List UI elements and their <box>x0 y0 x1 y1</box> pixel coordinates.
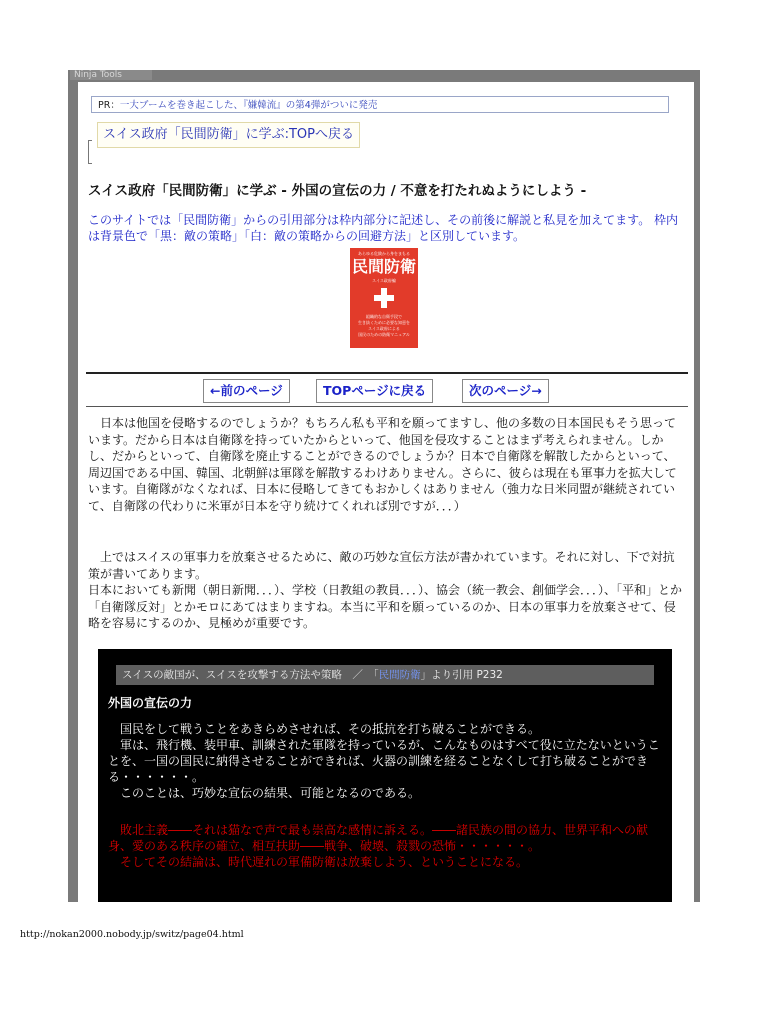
pr-banner[interactable] <box>91 96 669 113</box>
commentary-paragraph-1: 日本は他国を侵略するのでしょうか？もちろん私も平和を願ってますし、他の多数の日本国民もそう思っています。だから日本は自衛隊を持っていたからといって、他国を侵攻することはまず考えられません。しかし、だからといって、自衛隊を廃止することができるのでしょうか？日本で自衛隊を解散したからといって、周辺国である中国、韓国、北朝鮮は軍隊を解散するわけありません。さらに、彼らは現在も軍事力を拡大しています。自衛隊がなくなれば、日本に侵略してきてもおかしくはありません（強力な日米同盟が継続されていて、自衛隊の代わりに米軍が日本を守り続けてくれれば別ですが．．．） <box>88 416 677 513</box>
book-cover-line: スイス政府による <box>368 326 400 331</box>
quote-header-post: 」より引用 P232 <box>420 669 503 681</box>
commentary-paragraph-2: 上ではスイスの軍事力を放棄させるために、敵の巧妙な宣伝方法が書かれています。それに対し、下で対抗策が書いてあります。 日本においても新聞（朝日新聞．．．）、学校（日教組の教員．．．）、協会（統一教会、創価学会．．．）、「平和」とか「自衛隊反対」とかモロにあてはまりますね。本当に平和を願っているのか、日本の軍事力を放棄させて、侵略を容易にするのか、見極めが重要です。 <box>88 550 683 630</box>
top-page-button[interactable]: TOPページに戻る <box>316 379 433 403</box>
divider-bottom <box>86 406 688 407</box>
page-content <box>78 82 694 902</box>
quote-block <box>98 649 672 902</box>
intro-text: このサイトでは「民間防衛」からの引用部分は枠内部分に記述し、その前後に解説と私見を加えてます。 枠内は背景色で「黒：敵の策略」「白：敵の策略からの回避方法」と区別しています。 <box>88 213 679 243</box>
ninja-tools-tab[interactable]: Ninja Tools <box>70 70 152 80</box>
quote-header <box>116 665 654 685</box>
quote-header-pre: スイスの敵国が、スイスを攻撃する方法や策略 ／ 「 <box>122 669 379 681</box>
book-cover-line: 組織的な自衛手段で <box>366 314 402 319</box>
book-cover-line: 国民のための防衛マニュアル <box>358 332 410 337</box>
book-cover-line: 生き抜くために必要な知恵を <box>358 320 410 325</box>
page-title: スイス政府「民間防衛」に学ぶ - 外国の宣伝の力 / 不意を打たれぬようにしよう - <box>88 183 587 199</box>
book-top-text: あらゆる危険から身をまもる <box>358 251 410 256</box>
bracket-divider <box>88 140 92 164</box>
book-title: 民間防衛 <box>351 257 416 276</box>
pr-prefix: PR： <box>98 100 120 111</box>
pr-link[interactable]: 一大ブームを巻き起こした、『嫌韓流』の第4弾がついに発売 <box>119 100 378 111</box>
divider-top <box>86 372 688 374</box>
swiss-cross-icon <box>374 288 394 308</box>
quote-source-link[interactable]: 民間防衛 <box>378 669 421 681</box>
quote-body: 国民をして戦うことをあきらめさせれば、その抵抗を打ち破ることができる。 軍は、飛行機、装甲車、訓練された軍隊を持っているが、こんなものはすべて役に立たないということを、一国の国民に納得させることができれば、火器の訓練を経ることなくして打ち破ることができる・・・・・・。 このことは、巧妙な宣伝の結果、可能となるのである。 <box>108 722 660 800</box>
quote-section-title: 外国の宣伝の力 <box>108 696 193 710</box>
prev-page-button[interactable]: ←前のページ <box>203 379 290 403</box>
book-cover-image[interactable] <box>350 248 418 348</box>
next-page-button[interactable]: 次のページ→ <box>462 379 549 403</box>
book-subtitle: スイス政府編 <box>372 278 396 283</box>
quote-red-text: 敗北主義――それは猫なで声で最も崇高な感情に訴える。――諸民族の間の協力、世界平和への献身、愛のある秩序の確立、相互扶助――戦争、破壊、殺戮の恐怖・・・・・・。 そしてその結論は、時代遅れの軍備防衛は放棄しよう、ということになる。 <box>108 823 649 869</box>
book-cover-lines <box>356 314 412 338</box>
top-link[interactable]: スイス政府「民間防衛」に学ぶ:TOPへ戻る <box>97 122 360 148</box>
footer-url: http://nokan2000.nobody.jp/switz/page04.html <box>20 929 244 940</box>
